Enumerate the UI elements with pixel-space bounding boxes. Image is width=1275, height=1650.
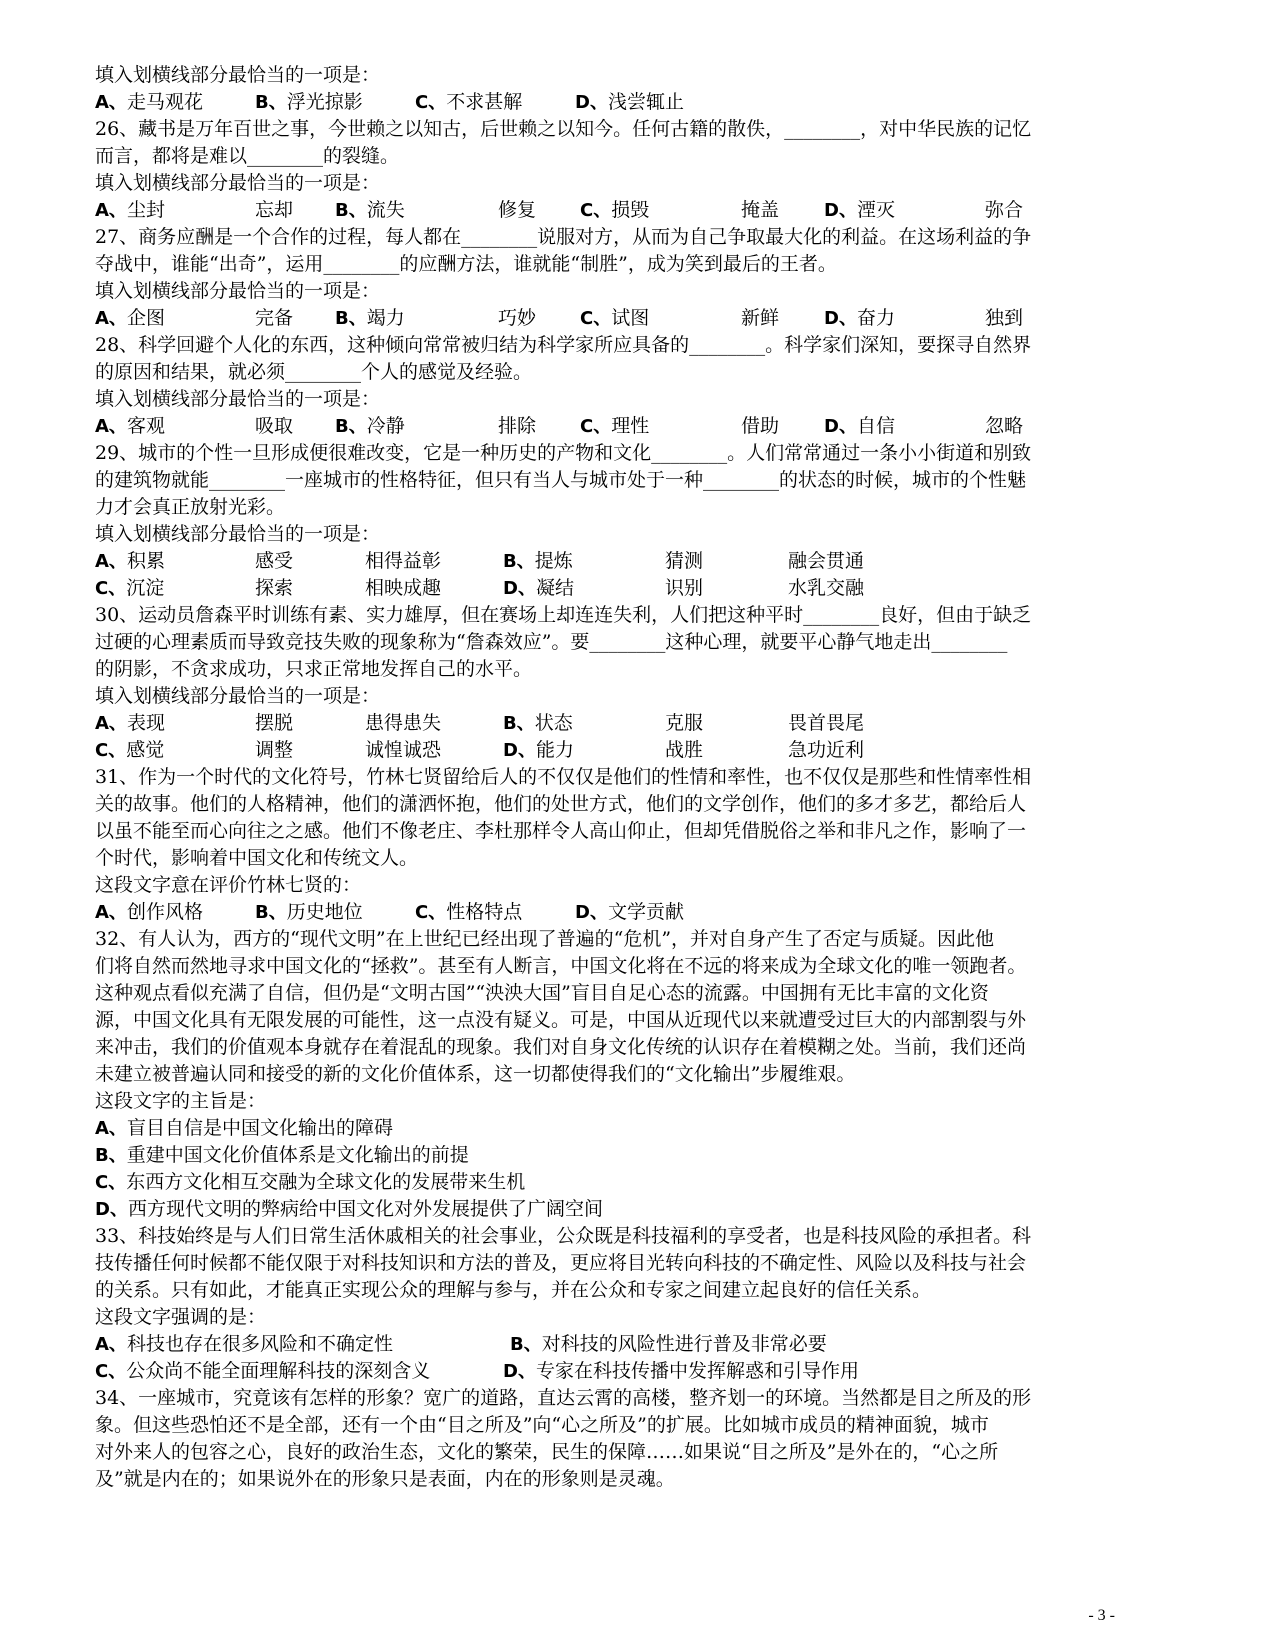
option-text: 沉淀: [126, 577, 165, 599]
option-text: 感受: [255, 550, 294, 572]
question-line: 及”就是内在的；如果说外在的形象只是表面，内在的形象则是灵魂。: [95, 1468, 675, 1490]
option-text: 巧妙: [498, 307, 537, 329]
option-label: C、: [415, 92, 447, 113]
option-line: [95, 1142, 1125, 1169]
option-text: 重建中国文化价值体系是文化输出的前提: [126, 1144, 469, 1166]
question-line: 的关系。只有如此，才能真正实现公众的理解与参与，并在公众和专家之间建立起良好的信任关系。: [95, 1279, 932, 1301]
question-line: 夺战中，谁能“出奇”，运用________的应酬方法，谁就能“制胜”，成为笑到最后的王者。: [95, 253, 837, 275]
option-label: B、: [95, 1145, 127, 1166]
option-line: [95, 1196, 1125, 1223]
option-label: B、: [255, 902, 287, 923]
question-line: 来冲击，我们的价值观本身就存在着混乱的现象。我们对自身文化传统的认识存在着模糊之处。当前，我们还尚: [95, 1036, 1027, 1058]
question-line: 26、藏书是万年百世之事，今世赖之以知古，后世赖之以知今。任何古籍的散佚，________，对中华民族的记忆: [95, 118, 1032, 140]
option-text: 理性: [611, 415, 650, 437]
option-text: 忽略: [985, 415, 1024, 437]
options-row: [95, 1358, 1125, 1385]
option-text: 不求甚解: [446, 91, 523, 113]
option-text: 提炼: [534, 550, 573, 572]
option-text: 自信: [856, 415, 895, 437]
option-label: A、: [95, 200, 127, 221]
question-prompt: 填入划横线部分最恰当的一项是：: [95, 64, 381, 86]
option-line: [95, 1169, 1125, 1196]
option-label: B、: [503, 551, 535, 572]
option-text: 猜测: [665, 550, 704, 572]
options-row: [95, 737, 1125, 764]
option-text: 文学贡献: [607, 901, 684, 923]
option-text: 独到: [985, 307, 1024, 329]
option-text: 克服: [665, 712, 704, 734]
option-text: 探索: [255, 577, 294, 599]
question-line: 的建筑物就能________一座城市的性格特征，但只有当人与城市处于一种________的状态的时候，城市的个性魅: [95, 469, 1027, 491]
option-text: 吸取: [255, 415, 294, 437]
option-text: 试图: [611, 307, 650, 329]
option-label: C、: [580, 416, 612, 437]
question-line: 30、运动员詹森平时训练有素、实力雄厚，但在赛场上却连连失利，人们把这种平时________良好，但由于缺乏: [95, 604, 1032, 626]
option-label: D、: [824, 200, 857, 221]
options-row: [95, 548, 1125, 575]
question-line: 个时代，影响着中国文化和传统文人。: [95, 847, 419, 869]
option-text: 修复: [498, 199, 537, 221]
option-text: 尘封: [126, 199, 165, 221]
option-line: [95, 1115, 1125, 1142]
options-row: [95, 575, 1125, 602]
option-text: 急功近利: [788, 739, 865, 761]
option-text: 浅尝辄止: [607, 91, 684, 113]
option-text: 新鲜: [741, 307, 780, 329]
option-label: C、: [95, 1172, 127, 1193]
option-text: 能力: [535, 739, 574, 761]
option-label: D、: [503, 578, 536, 599]
option-text: 排除: [498, 415, 537, 437]
question-prompt: 填入划横线部分最恰当的一项是：: [95, 523, 381, 545]
option-text: 识别: [665, 577, 704, 599]
option-text: 性格特点: [446, 901, 523, 923]
option-text: 走马观花: [126, 91, 203, 113]
option-text: 损毁: [611, 199, 650, 221]
option-text: 摆脱: [255, 712, 294, 734]
option-label: B、: [335, 308, 367, 329]
options-row: [95, 197, 1125, 224]
question-line: 33、科技始终是与人们日常生活休戚相关的社会事业，公众既是科技福利的享受者，也是科技风险的承担者。科: [95, 1225, 1032, 1247]
option-label: D、: [95, 1199, 128, 1220]
option-text: 弥合: [985, 199, 1024, 221]
option-label: A、: [95, 308, 127, 329]
question-line: 29、城市的个性一旦形成便很难改变，它是一种历史的产物和文化________。人们常常通过一条小小街道和别致: [95, 442, 1032, 464]
option-text: 完备: [255, 307, 294, 329]
question-prompt: 这段文字强调的是：: [95, 1306, 267, 1328]
question-line: 32、有人认为，西方的“现代文明”在上世纪已经出现了普遍的“危机”，并对自身产生了否定与质疑。因此他: [95, 928, 995, 950]
option-text: 历史地位: [286, 901, 363, 923]
option-text: 状态: [534, 712, 573, 734]
option-label: A、: [95, 92, 127, 113]
option-label: B、: [335, 416, 367, 437]
option-text: 东西方文化相互交融为全球文化的发展带来生机: [126, 1171, 526, 1193]
option-text: 诚惶诚恐: [365, 739, 442, 761]
option-text: 客观: [126, 415, 165, 437]
option-label: B、: [335, 200, 367, 221]
question-line: 31、作为一个时代的文化符号，竹林七贤留给后人的不仅仅是他们的性情和率性，也不仅仅是那些和性情率性相: [95, 766, 1032, 788]
option-label: A、: [95, 902, 127, 923]
option-text: 凝结: [535, 577, 574, 599]
option-label: C、: [95, 578, 127, 599]
option-label: A、: [95, 713, 127, 734]
option-text: 对科技的风险性进行普及非常必要: [541, 1333, 827, 1355]
question-prompt: 填入划横线部分最恰当的一项是：: [95, 280, 381, 302]
option-text: 积累: [126, 550, 165, 572]
option-text: 湮灭: [856, 199, 895, 221]
question-line: 27、商务应酬是一个合作的过程，每人都在________说服对方，从而为自己争取最大化的利益。在这场利益的争: [95, 226, 1032, 248]
option-label: C、: [95, 1361, 127, 1382]
options-row: [95, 710, 1125, 737]
option-text: 水乳交融: [788, 577, 865, 599]
question-line: 34、一座城市，究竟该有怎样的形象？宽广的道路，直达云霄的高楼，整齐划一的环境。当然都是目之所及的形: [95, 1387, 1032, 1409]
option-label: D、: [575, 92, 608, 113]
option-text: 创作风格: [126, 901, 203, 923]
option-label: D、: [824, 308, 857, 329]
option-text: 忘却: [255, 199, 294, 221]
option-label: B、: [510, 1334, 542, 1355]
option-text: 调整: [255, 739, 294, 761]
option-text: 感觉: [126, 739, 165, 761]
option-text: 盲目自信是中国文化输出的障碍: [126, 1117, 393, 1139]
question-prompt: 这段文字意在评价竹林七贤的：: [95, 874, 362, 896]
option-text: 西方现代文明的弊病给中国文化对外发展提供了广阔空间: [127, 1198, 603, 1220]
option-label: A、: [95, 1118, 127, 1139]
option-text: 奋力: [856, 307, 895, 329]
question-line: 对外来人的包容之心，良好的政治生态，文化的繁荣，民生的保障……如果说“目之所及”是外在的，“心之所: [95, 1441, 999, 1463]
options-row: [95, 899, 1125, 926]
option-label: C、: [580, 308, 612, 329]
options-row: [95, 305, 1125, 332]
option-text: 相得益彰: [365, 550, 442, 572]
option-label: B、: [503, 713, 535, 734]
option-text: 相映成趣: [365, 577, 442, 599]
question-prompt: 填入划横线部分最恰当的一项是：: [95, 172, 381, 194]
option-label: C、: [415, 902, 447, 923]
option-text: 流失: [366, 199, 405, 221]
question-prompt: 填入划横线部分最恰当的一项是：: [95, 388, 381, 410]
option-text: 专家在科技传播中发挥解惑和引导作用: [535, 1360, 859, 1382]
option-text: 融会贯通: [788, 550, 865, 572]
option-text: 冷静: [366, 415, 405, 437]
question-line: 源，中国文化具有无限发展的可能性，这一点没有疑义。可是，中国从近现代以来就遭受过巨大的内部割裂与外: [95, 1009, 1027, 1031]
question-prompt: 填入划横线部分最恰当的一项是：: [95, 685, 381, 707]
question-line: 未建立被普遍认同和接受的新的文化价值体系，这一切都使得我们的“文化输出”步履维艰。: [95, 1063, 856, 1085]
option-label: C、: [580, 200, 612, 221]
option-text: 浮光掠影: [286, 91, 363, 113]
question-line: 过硬的心理素质而导致竞技失败的现象称为“詹森效应”。要________这种心理，就要平心静气地走出________: [95, 631, 1008, 653]
question-line: 这种观点看似充满了自信，但仍是“文明古国”“泱泱大国”盲目自足心态的流露。中国拥有无比丰富的文化资: [95, 982, 989, 1004]
question-line: 们将自然而然地寻求中国文化的“拯救”。甚至有人断言，中国文化将在不远的将来成为全球文化的唯一领跑者。: [95, 955, 1027, 977]
option-text: 竭力: [366, 307, 405, 329]
option-text: 公众尚不能全面理解科技的深刻含义: [126, 1360, 431, 1382]
question-line: 以虽不能至而心向往之之感。他们不像老庄、李杜那样令人高山仰止，但却凭借脱俗之举和非凡之作，影响了一: [95, 820, 1027, 842]
option-label: D、: [503, 740, 536, 761]
question-line: 象。但这些恐怕还不是全部，还有一个由“目之所及”向“心之所及”的扩展。比如城市成员的精神面貌，城市: [95, 1414, 989, 1436]
page-number: - 3 -: [1088, 1607, 1115, 1624]
question-line: 28、科学回避个人化的东西，这种倾向常常被归结为科学家所应具备的________。科学家们深知，要探寻自然界: [95, 334, 1032, 356]
option-text: 借助: [741, 415, 780, 437]
option-label: A、: [95, 1334, 127, 1355]
option-text: 患得患失: [365, 712, 442, 734]
option-text: 科技也存在很多风险和不确定性: [126, 1333, 393, 1355]
option-label: D、: [824, 416, 857, 437]
question-line: 技传播任何时候都不能仅限于对科技知识和方法的普及，更应将目光转向科技的不确定性、风险以及科技与社会: [95, 1252, 1027, 1274]
question-line: 力才会真正放射光彩。: [95, 496, 286, 518]
question-line: 的原因和结果，就必须________个人的感觉及经验。: [95, 361, 533, 383]
options-row: [95, 413, 1125, 440]
option-text: 企图: [126, 307, 165, 329]
option-label: A、: [95, 416, 127, 437]
option-text: 表现: [126, 712, 165, 734]
option-label: D、: [575, 902, 608, 923]
options-row: [95, 1331, 1125, 1358]
option-text: 畏首畏尾: [788, 712, 865, 734]
option-label: C、: [95, 740, 127, 761]
question-line: 的阴影，不贪求成功，只求正常地发挥自己的水平。: [95, 658, 533, 680]
question-line: 关的故事。他们的人格精神，他们的潇洒怀抱，他们的处世方式，他们的文学创作，他们的多才多艺，都给后人: [95, 793, 1027, 815]
option-text: 掩盖: [741, 199, 780, 221]
option-label: B、: [255, 92, 287, 113]
question-line: 而言，都将是难以________的裂缝。: [95, 145, 400, 167]
question-prompt: 这段文字的主旨是：: [95, 1090, 267, 1112]
option-label: D、: [503, 1361, 536, 1382]
option-label: A、: [95, 551, 127, 572]
option-text: 战胜: [665, 739, 704, 761]
options-row: [95, 89, 1125, 116]
document-page: [95, 62, 1125, 1493]
